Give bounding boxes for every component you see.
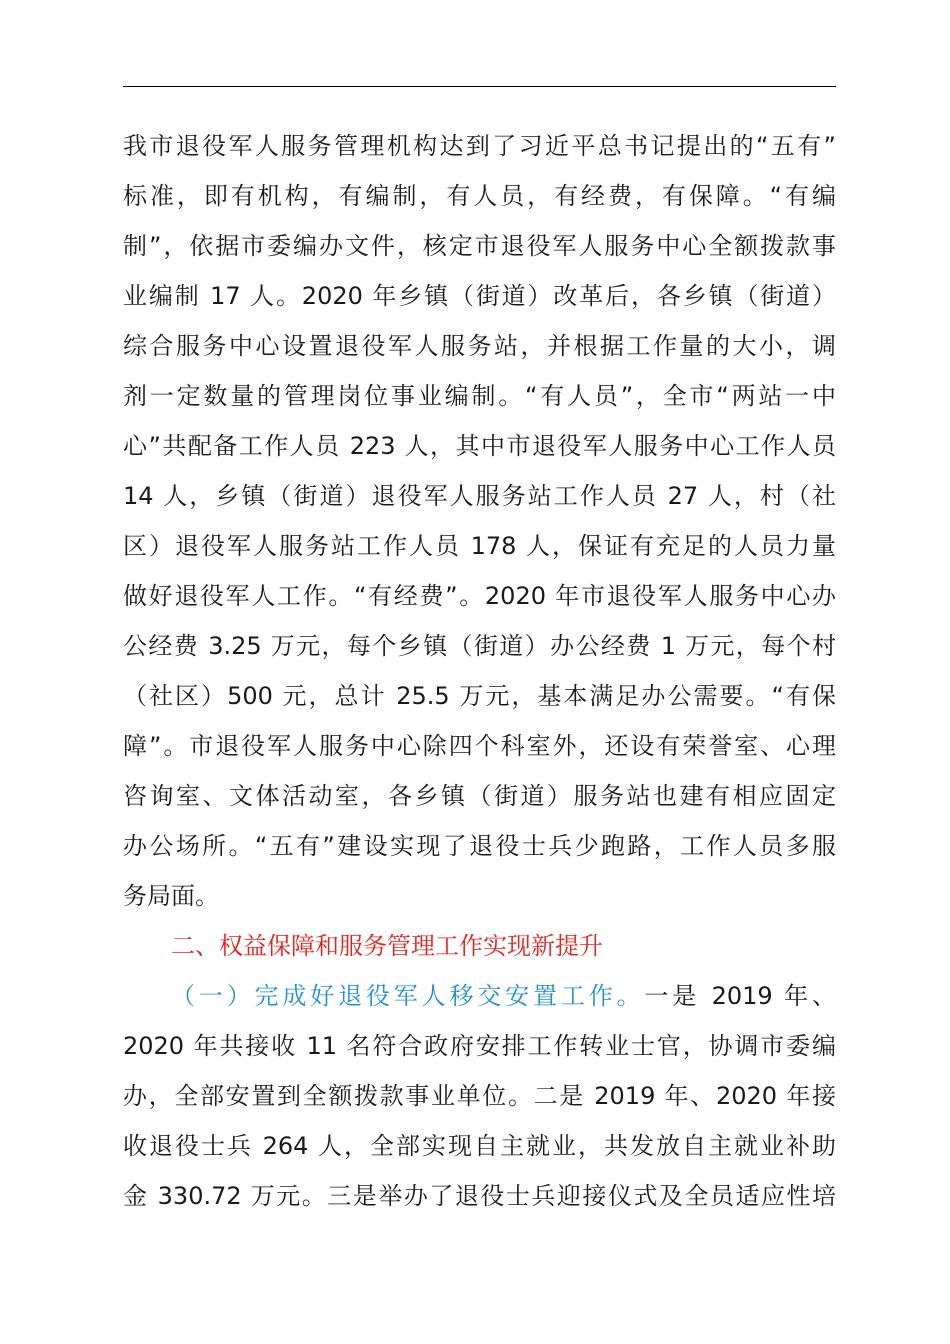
body-text <box>123 121 836 1221</box>
paragraph-line: 2020 年共接收 11 名符合政府安排工作转业士官，协调市委编 <box>123 1032 836 1060</box>
paragraph-line: 我市退役军人服务管理机构达到了习近平总书记提出的“五有” <box>123 132 836 160</box>
paragraph-line: 办，全部安置到全额拨款事业单位。二是 2019 年、2020 年接 <box>123 1082 836 1110</box>
header-rule <box>123 86 836 87</box>
paragraph-line: 咨询室、文体活动室，各乡镇（街道）服务站也建有相应固定 <box>123 782 836 810</box>
paragraph-line: 办公场所。“五有”建设实现了退役士兵少跑路，工作人员多服 <box>123 832 836 860</box>
paragraph-line: 收退役士兵 264 人，全部实现自主就业，共发放自主就业补助 <box>123 1132 836 1160</box>
paragraph-line: 障”。市退役军人服务中心除四个科室外，还设有荣誉室、心理 <box>123 732 836 760</box>
paragraph-line: 14 人，乡镇（街道）退役军人服务站工作人员 27 人，村（社 <box>123 482 836 510</box>
subsection-line-rest: 一是 2019 年、 <box>644 982 836 1010</box>
subsection-heading: （一）完成好退役军人移交安置工作。 <box>171 982 645 1010</box>
section-heading: 二、权益保障和服务管理工作实现新提升 <box>171 932 603 960</box>
paragraph-line: 剂一定数量的管理岗位事业编制。“有人员”，全市“两站一中 <box>123 382 836 410</box>
paragraph-line: 业编制 17 人。2020 年乡镇（街道）改革后，各乡镇（街道） <box>123 282 836 310</box>
paragraph-line: 标准，即有机构，有编制，有人员，有经费，有保障。“有编 <box>123 182 836 210</box>
paragraph-line: 金 330.72 万元。三是举办了退役士兵迎接仪式及全员适应性培 <box>123 1182 836 1210</box>
subsection-first-line <box>123 971 836 1021</box>
paragraph-line: 综合服务中心设置退役军人服务站，并根据工作量的大小，调 <box>123 332 836 360</box>
paragraph-line: 务局面。 <box>123 882 219 910</box>
paragraph-line: 做好退役军人工作。“有经费”。2020 年市退役军人服务中心办 <box>123 582 836 610</box>
paragraph-line: （社区）500 元，总计 25.5 万元，基本满足办公需要。“有保 <box>123 682 836 710</box>
paragraph-line: 心”共配备工作人员 223 人，其中市退役军人服务中心工作人员 <box>123 432 836 460</box>
paragraph-line: 公经费 3.25 万元，每个乡镇（街道）办公经费 1 万元，每个村 <box>123 632 836 660</box>
paragraph-line: 区）退役军人服务站工作人员 178 人，保证有充足的人员力量 <box>123 532 836 560</box>
paragraph-line: 制”，依据市委编办文件，核定市退役军人服务中心全额拨款事 <box>123 232 836 260</box>
